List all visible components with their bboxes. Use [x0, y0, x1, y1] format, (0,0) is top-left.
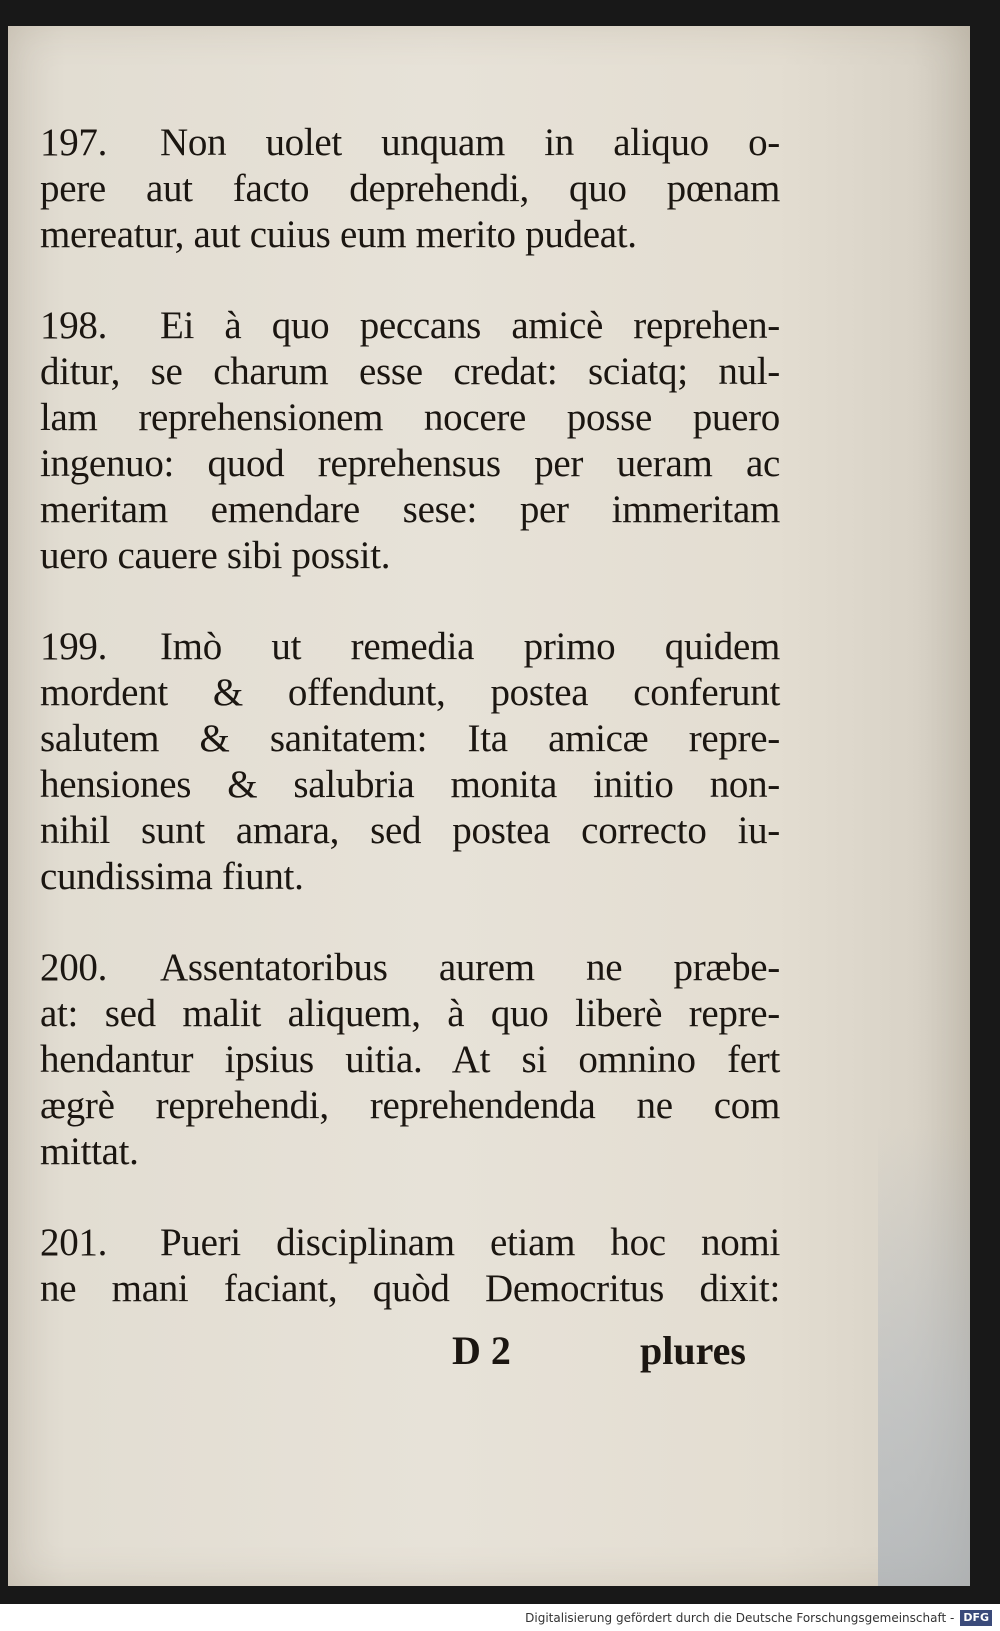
text-line: cundissima fiunt. — [40, 855, 304, 898]
paragraph-number: 198. — [40, 304, 108, 347]
text-line: pere aut facto deprehendi, quo pœnam — [40, 167, 780, 210]
paragraph-199 — [40, 624, 780, 900]
text-line: mittat. — [40, 1130, 139, 1173]
text-line: 201. Pueri disciplinam etiam hoc nomi — [40, 1221, 780, 1264]
text-line: at: sed malit aliquem, à quo liberè repre- — [40, 992, 780, 1035]
paragraph-200 — [40, 945, 780, 1175]
paragraph-197 — [40, 120, 780, 258]
text-line: hendantur ipsius uitia. At si omnino fert — [40, 1038, 780, 1081]
text-line: meritam emendare sese: per immeritam — [40, 488, 780, 531]
paragraph-201 — [40, 1220, 780, 1312]
paragraph-number: 199. — [40, 625, 108, 668]
text-line: lam reprehensionem nocere posse puero — [40, 396, 780, 439]
text-line: 198. Ei à quo peccans amicè reprehen- — [40, 304, 780, 347]
page-edge-shadow — [878, 1126, 970, 1586]
text-line: nihil sunt amara, sed postea correcto iu- — [40, 809, 780, 852]
digitization-footer — [0, 1604, 1000, 1631]
dfg-logo: DFG — [960, 1610, 992, 1626]
text-line: ingenuo: quod reprehensus per ueram ac — [40, 442, 780, 485]
text-line: hensiones & salubria monita initio non- — [40, 763, 780, 806]
paragraph-number: 197. — [40, 121, 108, 164]
text-line: mordent & offendunt, postea conferunt — [40, 671, 780, 714]
footer-text: Digitalisierung gefördert durch die Deutsche Forschungsgemeinschaft - — [525, 1610, 955, 1625]
text-line: ditur, se charum esse credat: sciatq; nul- — [40, 350, 780, 393]
text-line: 197. Non uolet unquam in aliquo o- — [40, 121, 780, 164]
text-line: ne mani faciant, quòd Democritus dixit: — [40, 1267, 780, 1310]
paragraph-number: 200. — [40, 946, 108, 989]
paragraph-198 — [40, 303, 780, 579]
text-line: mereatur, aut cuius eum merito pudeat. — [40, 213, 637, 256]
text-line: ægrè reprehendi, reprehendenda ne com — [40, 1084, 780, 1127]
text-line: salutem & sanitatem: Ita amicæ repre- — [40, 717, 780, 760]
body-text — [40, 120, 780, 1357]
paragraph-number: 201. — [40, 1221, 108, 1264]
text-line: 200. Assentatoribus aurem ne præbe- — [40, 946, 780, 989]
signature-mark: D 2 — [452, 1328, 511, 1373]
catchword: plures — [640, 1328, 746, 1373]
text-line: uero cauere sibi possit. — [40, 534, 391, 577]
text-line: 199. Imò ut remedia primo quidem — [40, 625, 780, 668]
